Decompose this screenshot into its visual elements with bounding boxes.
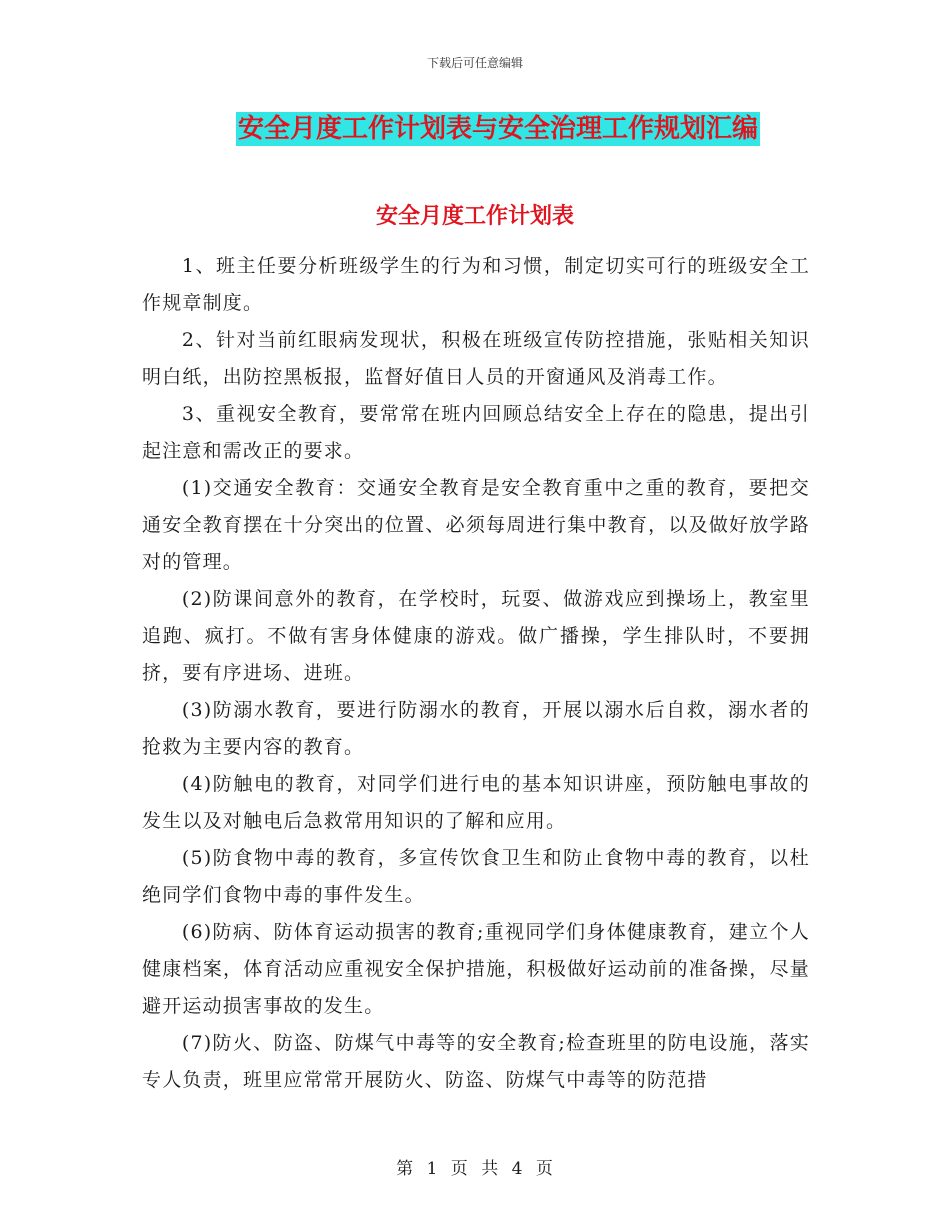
main-title: 安全月度工作计划表与安全治理工作规划汇编 [237, 114, 758, 144]
body-text [142, 248, 810, 1099]
paragraph-8: (5)防食物中毒的教育，多宣传饮食卫生和防止食物中毒的教育，以杜绝同学们食物中毒的事件发生。 [142, 847, 810, 906]
paragraph-6: (3)防溺水教育，要进行防溺水的教育，开展以溺水后自救，溺水者的抢救为主要内容的教育。 [142, 699, 810, 758]
paragraph-9: (6)防病、防体育运动损害的教育;重视同学们身体健康教育，建立个人健康档案，体育活动应重视安全保护措施，积极做好运动前的准备操，尽量避开运动损害事故的发生。 [142, 921, 810, 1017]
paragraph-7: (4)防触电的教育，对同学们进行电的基本知识讲座，预防触电事故的发生以及对触电后急救常用知识的了解和应用。 [142, 773, 810, 832]
paragraph-5: (2)防课间意外的教育，在学校时，玩耍、做游戏应到操场上，教室里追跑、疯打。不做有害身体健康的游戏。做广播操，学生排队时，不要拥挤，要有序进场、进班。 [142, 588, 810, 684]
header-note: 下载后可任意编辑 [426, 56, 523, 70]
main-title-container [0, 112, 950, 146]
page-footer: 第 1 页 共 4 页 [396, 1159, 554, 1179]
section-title: 安全月度工作计划表 [375, 204, 574, 229]
paragraph-2: 2、针对当前红眼病发现状，积极在班级宣传防控措施，张贴相关知识明白纸，出防控黑板报，监督好值日人员的开窗通风及消毒工作。 [142, 329, 810, 388]
paragraph-10: (7)防火、防盗、防煤气中毒等的安全教育;检查班里的防电设施，落实专人负责，班里应常常开展防火、防盗、防煤气中毒等的防范措 [142, 1032, 810, 1091]
paragraph-3: 3、重视安全教育，要常常在班内回顾总结安全上存在的隐患，提出引起注意和需改正的要求。 [142, 403, 810, 462]
paragraph-1: 1、班主任要分析班级学生的行为和习惯，制定切实可行的班级安全工作规章制度。 [142, 255, 810, 314]
paragraph-4: (1)交通安全教育：交通安全教育是安全教育重中之重的教育，要把交通安全教育摆在十分突出的位置、必须每周进行集中教育，以及做好放学路对的管理。 [142, 477, 810, 573]
